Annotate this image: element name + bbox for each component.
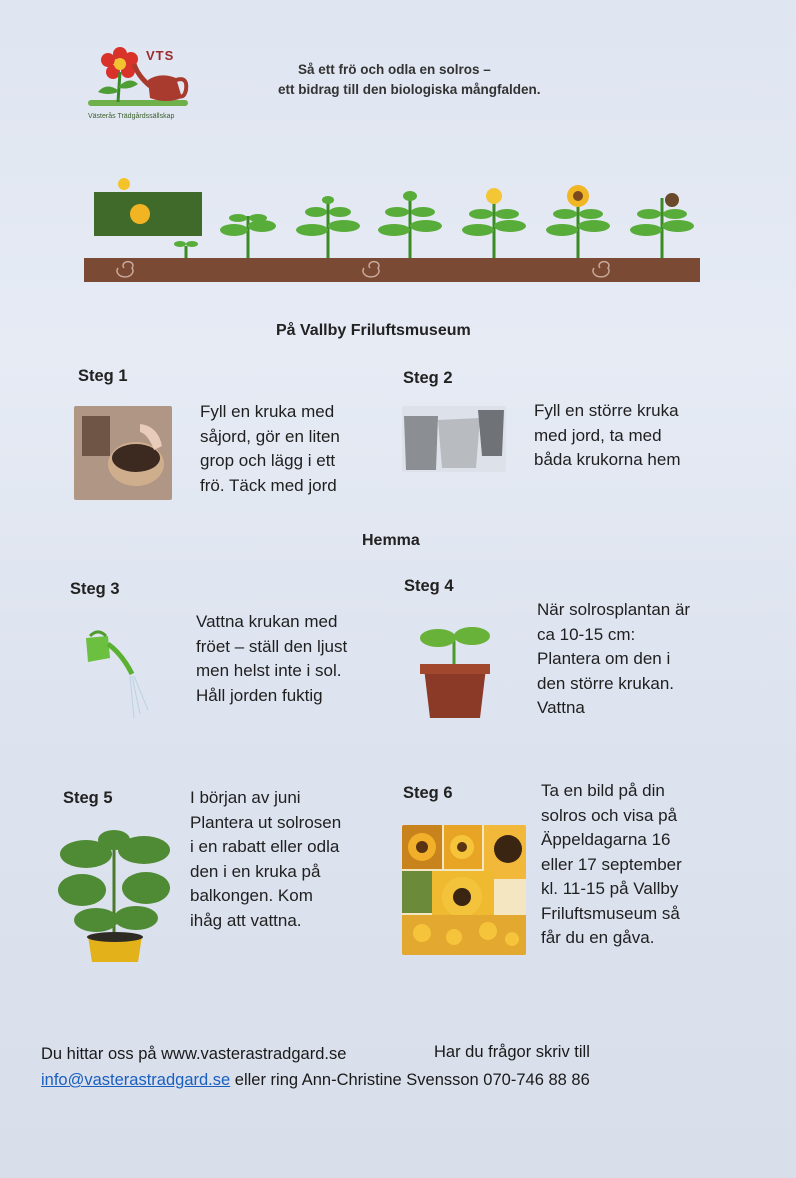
step-6-label: Steg 6 [403,784,453,802]
home-section-heading: Hemma [362,532,420,549]
potted-sunflower-plant-icon [56,824,174,964]
step-3-label: Steg 3 [70,580,120,598]
poster-title-line-1: Så ett frö och odla en solros – [298,62,491,77]
footer-website-line: Du hittar oss på www.vasterastradgard.se [41,1045,347,1063]
footer-contact-line [41,1071,590,1090]
email-link[interactable]: info@vasterastradgard.se [41,1071,231,1089]
soil-pot-sowing-icon [74,406,172,500]
step-6-text: Ta en bild på din solros och visa på Äppeldagarna 16 eller 17 september kl. 11-15 på Vallby Friluftsmuseum så får du en gåva. [541,781,682,947]
sunflower-photo-collage-icon [402,825,526,955]
logo-subtitle: Västerås Trädgårdssällskap [88,113,175,120]
empty-plant-pots-icon [402,406,506,472]
step-5-text: I början av juni Plantera ut solrosen i en rabatt eller odla den i en kruka på balkongen. Kom ihåg att vattna. [190,788,342,930]
seedling-in-pot-icon [414,618,496,720]
step-1-label: Steg 1 [78,367,128,385]
vallby-section-heading: På Vallby Friluftsmuseum [276,322,471,339]
step-3-text: Vattna krukan med fröet – ställ den ljust men helst inte i sol. Håll jorden fuktig [196,612,348,705]
footer-phone-text: eller ring Ann-Christine Svensson 070-746 88 86 [230,1071,590,1089]
step-5-label: Steg 5 [63,789,113,807]
step-2-text: Fyll en större kruka med jord, ta med båda krukorna hem [534,401,681,469]
logo-text: VTS [146,48,175,63]
poster-title-line-2: ett bidrag till den biologiska mångfalden. [278,82,541,97]
step-2-label: Steg 2 [403,369,453,387]
footer-questions-line: Har du frågor skriv till [434,1043,590,1061]
watering-can-icon [78,628,158,724]
step-1-text: Fyll en kruka med såjord, gör en liten grop och lägg i ett frö. Täck med jord [200,402,340,495]
step-4-label: Steg 4 [404,577,454,595]
sunflower-growth-stages-illustration [80,172,702,287]
step-4-text: När solrosplantan är ca 10-15 cm: Plantera om den i den större krukan. Vattna [537,600,691,717]
